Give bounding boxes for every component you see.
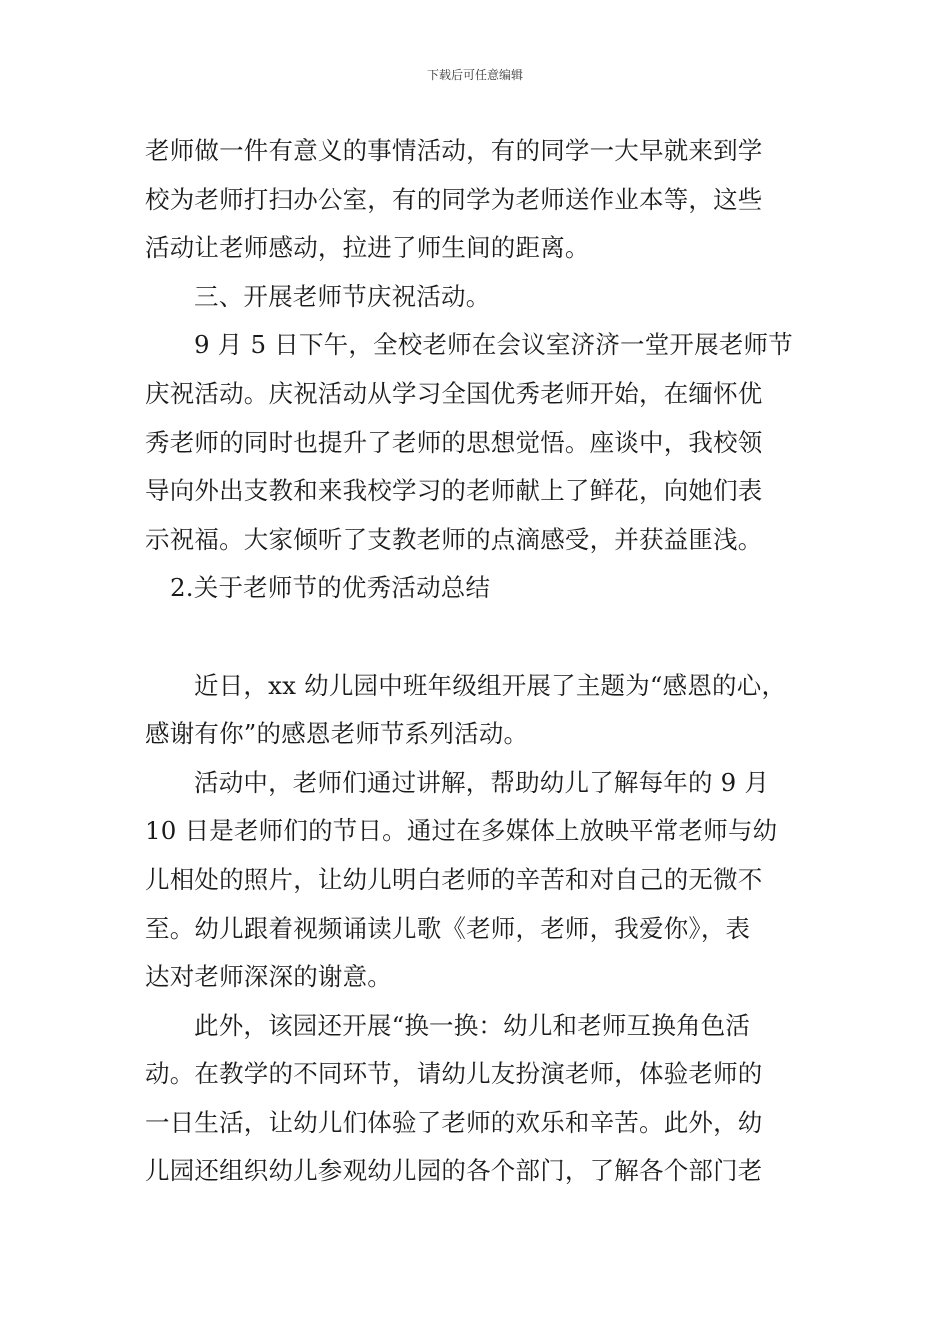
paragraph-line: 10 日是老师们的节日。通过在多媒体上放映平常老师与幼 xyxy=(145,816,778,846)
document-body xyxy=(145,127,835,1196)
paragraph-line: 达对老师深深的谢意。 xyxy=(145,962,392,992)
paragraph-line: 秀老师的同时也提升了老师的思想觉悟。座谈中，我校领 xyxy=(145,427,763,457)
paragraph-line: 活动中，老师们通过讲解，帮助幼儿了解每年的 9 月 xyxy=(194,767,770,797)
paragraph-line: 近日，xx 幼儿园中班年级组开展了主题为“感恩的心， xyxy=(194,670,787,700)
paragraph-line: 动。在教学的不同环节，请幼儿友扮演老师，体验老师的 xyxy=(145,1059,763,1089)
paragraph-line: 儿园还组织幼儿参观幼儿园的各个部门，了解各个部门老 xyxy=(145,1156,763,1186)
section-heading: 三、开展老师节庆祝活动。 xyxy=(194,281,491,311)
page-header: 下载后可任意编辑 xyxy=(426,68,523,82)
paragraph-line: 至。幼儿跟着视频诵读儿歌《老师，老师，我爱你》，表 xyxy=(145,913,751,943)
paragraph-line: 此外，该园还开展“换一换：幼儿和老师互换角色活 xyxy=(194,1010,751,1040)
paragraph-line: 老师做一件有意义的事情活动，有的同学一大早就来到学 xyxy=(145,136,763,165)
paragraph-line: 导向外出支教和来我校学习的老师献上了鲜花，向她们表 xyxy=(145,476,763,506)
paragraph-line: 校为老师打扫办公室，有的同学为老师送作业本等，这些 xyxy=(145,184,763,214)
article-title: 2.关于老师节的优秀活动总结 xyxy=(170,573,491,603)
paragraph-line: 活动让老师感动，拉进了师生间的距离。 xyxy=(145,233,590,263)
paragraph-line: 庆祝活动。庆祝活动从学习全国优秀老师开始，在缅怀优 xyxy=(145,378,763,408)
paragraph-line: 感谢有你”的感恩老师节系列活动。 xyxy=(145,719,529,749)
blank-line xyxy=(145,613,835,662)
paragraph-line: 示祝福。大家倾听了支教老师的点滴感受，并获益匪浅。 xyxy=(145,524,763,554)
paragraph-line: 一日生活，让幼儿们体验了老师的欢乐和辛苦。此外，幼 xyxy=(145,1107,763,1137)
paragraph-line: 9 月 5 日下午，全校老师在会议室济济一堂开展老师节 xyxy=(194,330,793,360)
paragraph-line: 儿相处的照片，让幼儿明白老师的辛苦和对自己的无微不 xyxy=(145,864,763,894)
